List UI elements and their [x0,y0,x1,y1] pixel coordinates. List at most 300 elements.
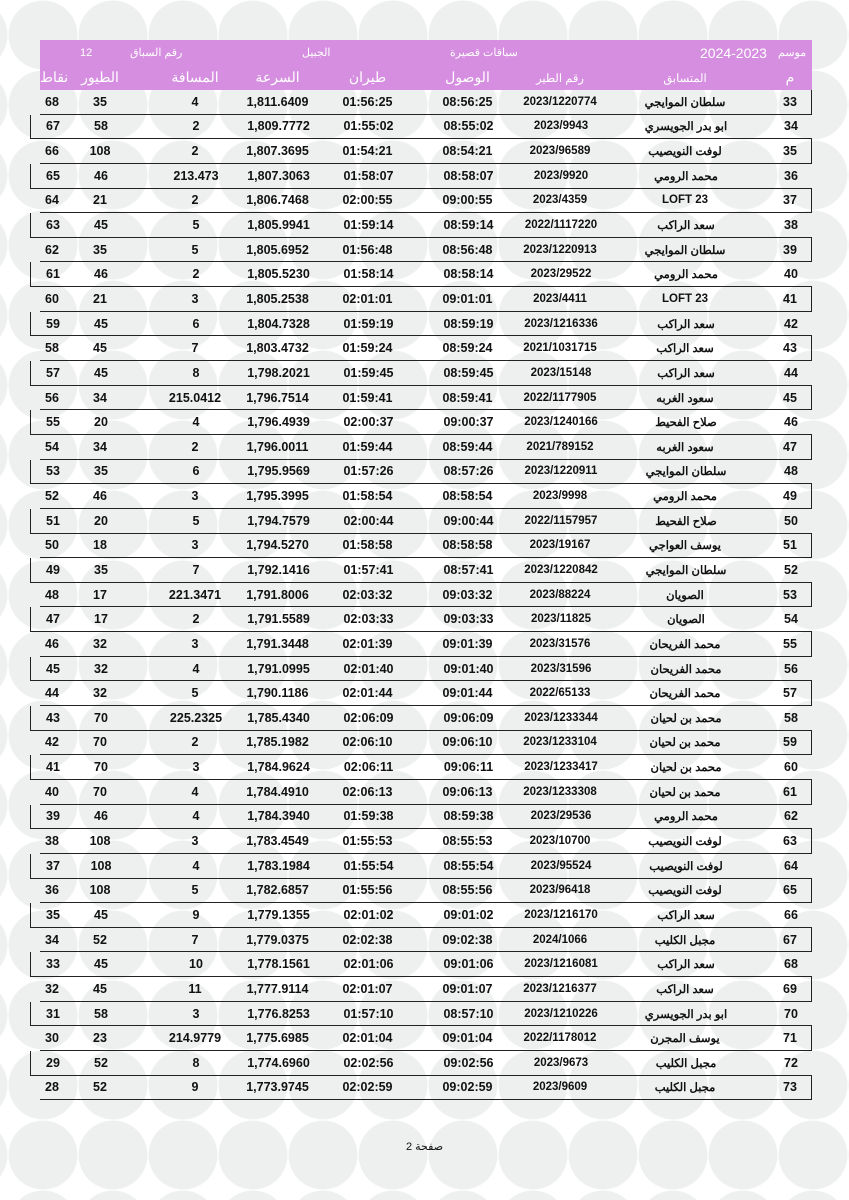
cell-distance: 8 [192,365,200,380]
table-row [40,435,812,460]
cell-competitor: الصويان [667,614,705,627]
cell-speed: 1,794.5270 [246,538,309,553]
cell-rank: 68 [784,957,798,972]
column-header-rank: م [785,69,795,85]
cell-speed: 1,805.9941 [247,218,310,233]
cell-flight-time: 01:59:14 [343,218,394,233]
table-row [30,262,812,287]
cell-competitor: صلاح الفحيط [655,515,717,528]
cell-ring-number: 2023/1220911 [524,465,598,478]
cell-competitor: يوسف المجرن [650,1033,720,1046]
cell-points: 63 [46,218,60,233]
season: 2024-2023 [700,44,767,61]
cell-ring-number: 2023/9609 [532,1081,588,1094]
cell-flight-time: 02:02:38 [342,932,393,947]
cell-flight-time: 01:57:10 [343,1006,394,1021]
cell-competitor: سلطان الموايجي [644,244,726,257]
cell-speed: 1,798.2021 [247,365,310,380]
cell-rank: 49 [783,489,797,504]
cell-flight-time: 02:02:56 [343,1055,394,1070]
cell-speed: 1,795.9569 [247,464,310,479]
table-row [30,657,812,682]
table-row [30,460,812,485]
cell-speed: 1,795.3995 [246,489,309,504]
cell-flight-time: 01:58:58 [342,538,393,553]
cell-speed: 1,807.3695 [246,144,309,159]
cell-competitor: محمد الرومي [654,269,718,282]
cell-competitor: محمد الرومي [654,811,718,824]
cell-competitor: الصويان [666,589,704,602]
cell-rank: 48 [784,464,798,479]
cell-competitor: سعد الراكب [657,959,715,972]
cell-points: 46 [45,636,59,651]
cell-flight-time: 02:06:09 [343,710,394,725]
cell-birds: 45 [94,365,108,380]
cell-speed: 1,782.6857 [246,883,309,898]
table-row [40,139,812,164]
cell-distance: 3 [192,1006,200,1021]
cell-arrival: 09:01:06 [443,957,494,972]
cell-birds: 35 [94,562,108,577]
column-header-distance: المسافة [171,69,219,85]
table-body [40,90,812,1100]
cell-speed: 1,806.7468 [246,193,309,208]
cell-competitor: ابو بدر الجويسري [644,121,728,134]
cell-arrival: 08:59:38 [443,809,494,824]
table-row [30,1051,812,1076]
cell-speed: 1,811.6409 [246,94,309,109]
cell-flight-time: 01:59:19 [343,316,394,331]
cell-rank: 56 [784,661,798,676]
cell-points: 37 [46,858,60,873]
cell-distance: 5 [191,883,199,898]
cell-rank: 44 [784,365,798,380]
cell-competitor: محمد الفريحان [650,663,722,676]
cell-ring-number: 2023/1210226 [524,1007,598,1020]
table-row [40,879,812,904]
cell-rank: 33 [783,94,797,109]
cell-rank: 40 [784,267,798,282]
column-header-birds: الطيور [81,69,119,85]
cell-speed: 1,792.1416 [247,562,310,577]
cell-competitor: لوفت النويصيب [648,836,722,849]
cell-arrival: 09:01:39 [442,636,493,651]
cell-distance: 214.9779 [168,1031,222,1046]
cell-points: 48 [45,587,59,602]
table-row [40,780,812,805]
location: الجبيل [302,47,331,59]
cell-distance: 7 [191,341,199,356]
table-row [40,287,812,312]
cell-ring-number: 2024/1066 [532,933,588,946]
cell-arrival: 09:01:04 [442,1031,493,1046]
cell-arrival: 09:03:33 [443,612,494,627]
cell-rank: 46 [784,415,798,430]
cell-competitor: LOFT 23 [661,194,708,207]
cell-competitor: يوسف العواجي [649,540,721,553]
cell-arrival: 09:01:40 [443,661,494,676]
cell-birds: 21 [93,291,107,306]
cell-speed: 1,775.6985 [246,1031,309,1046]
cell-birds: 52 [93,932,107,947]
table-row [30,164,812,189]
cell-flight-time: 02:06:13 [342,784,393,799]
cell-arrival: 09:02:59 [442,1080,493,1095]
cell-rank: 51 [783,538,797,553]
cell-birds: 46 [94,267,108,282]
cell-arrival: 09:00:44 [443,513,494,528]
cell-competitor: لوفت النويصيب [649,860,723,873]
cell-distance: 2 [192,267,200,282]
cell-arrival: 08:58:07 [443,168,494,183]
race-type: سباقات قصيرة [450,47,518,59]
cell-points: 56 [45,390,59,405]
cell-points: 40 [45,784,59,799]
cell-speed: 1,778.1561 [247,957,310,972]
cell-distance: 4 [192,661,200,676]
cell-points: 51 [46,513,60,528]
cell-ring-number: 2023/9943 [533,120,589,133]
cell-points: 35 [46,907,60,922]
cell-ring-number: 2023/29522 [530,268,592,281]
cell-rank: 55 [783,636,797,651]
cell-birds: 70 [94,760,108,775]
cell-rank: 73 [783,1080,797,1095]
cell-competitor: ابو بدر الجويسري [644,1008,728,1021]
cell-rank: 61 [783,784,797,799]
cell-ring-number: 2023/10700 [529,835,591,848]
table-row [30,312,812,337]
column-header-ring-number: رقم الطير [536,72,584,85]
cell-distance: 4 [192,809,200,824]
table-row [40,731,812,756]
cell-distance: 7 [192,562,200,577]
cell-birds: 20 [94,415,108,430]
cell-speed: 1,791.0995 [247,661,310,676]
cell-speed: 1,785.1982 [246,735,309,750]
cell-distance: 5 [192,513,200,528]
cell-competitor: مجبل الكليب [654,934,716,947]
cell-speed: 1,796.0011 [246,439,309,454]
cell-rank: 34 [784,119,798,134]
table-row [30,706,812,731]
cell-rank: 47 [783,439,797,454]
cell-competitor: سعود الغربه [656,392,714,405]
cell-speed: 1,785.4340 [247,710,310,725]
cell-speed: 1,803.4732 [246,341,309,356]
cell-speed: 1,796.7514 [246,390,309,405]
cell-arrival: 09:03:32 [442,587,493,602]
cell-birds: 32 [93,636,107,651]
table-row [30,805,812,830]
cell-competitor: محمد الفريحان [649,638,721,651]
table-row [40,632,812,657]
cell-flight-time: 02:00:55 [342,193,393,208]
race-number: 12 [80,46,93,59]
table-row [30,509,812,534]
table-row [40,189,812,214]
cell-flight-time: 01:58:54 [342,489,393,504]
table-row [40,534,812,559]
cell-birds: 45 [94,907,108,922]
column-header-points: نقاط [40,69,69,85]
cell-ring-number: 2023/9673 [533,1056,589,1069]
cell-speed: 1,773.9745 [246,1080,309,1095]
cell-birds: 52 [94,1055,108,1070]
table-row [30,854,812,879]
cell-distance: 4 [192,858,200,873]
cell-points: 57 [46,365,60,380]
cell-competitor: مجبل الكليب [654,1082,716,1095]
cell-distance: 2 [191,735,199,750]
cell-competitor: سعد الراكب [657,220,715,233]
cell-ring-number: 2023/1233308 [523,785,597,798]
cell-points: 67 [46,119,60,134]
table-row [40,484,812,509]
cell-points: 50 [45,538,59,553]
cell-birds: 23 [93,1031,107,1046]
cell-arrival: 08:57:41 [443,562,494,577]
column-header-flight-time: طيران [348,69,387,85]
table-row [30,755,812,780]
cell-flight-time: 01:59:41 [342,390,393,405]
cell-competitor: سعد الراكب [657,318,715,331]
cell-speed: 1,796.4939 [247,415,310,430]
cell-points: 47 [46,612,60,627]
cell-flight-time: 02:00:44 [343,513,394,528]
cell-rank: 63 [783,834,797,849]
cell-distance: 5 [192,218,200,233]
cell-arrival: 08:55:53 [442,834,493,849]
cell-points: 36 [45,883,59,898]
cell-rank: 39 [783,242,797,257]
table-row [40,681,812,706]
cell-competitor: صلاح الفحيط [655,417,717,430]
cell-birds: 46 [94,168,108,183]
cell-competitor: سلطان الموايجي [645,466,727,479]
cell-flight-time: 01:55:53 [342,834,393,849]
cell-flight-time: 01:55:02 [343,119,394,134]
table-row [40,336,812,361]
cell-distance: 5 [191,686,199,701]
cell-flight-time: 01:57:41 [343,562,394,577]
cell-speed: 1,794.7579 [247,513,310,528]
cell-points: 29 [46,1055,60,1070]
cell-distance: 8 [192,1055,200,1070]
cell-arrival: 08:59:24 [442,341,493,356]
cell-points: 32 [45,981,59,996]
cell-rank: 72 [784,1055,798,1070]
column-headers [40,65,812,90]
cell-competitor: محمد الرومي [654,170,718,183]
cell-birds: 18 [93,538,107,553]
cell-birds: 70 [93,735,107,750]
cell-points: 64 [45,193,59,208]
cell-distance: 9 [191,1080,199,1095]
cell-points: 42 [45,735,59,750]
cell-rank: 41 [783,291,797,306]
cell-arrival: 08:58:14 [443,267,494,282]
cell-ring-number: 2023/31596 [530,662,592,675]
cell-distance: 9 [192,907,200,922]
cell-arrival: 09:06:13 [442,784,493,799]
cell-arrival: 08:54:21 [442,144,493,159]
cell-rank: 35 [783,144,797,159]
table-row [40,90,812,115]
cell-birds: 45 [94,957,108,972]
cell-speed: 1,777.9114 [246,981,309,996]
cell-birds: 35 [94,464,108,479]
cell-arrival: 09:06:10 [442,735,493,750]
table-row [30,903,812,928]
cell-ring-number: 2023/1233104 [523,736,597,749]
cell-points: 53 [46,464,60,479]
cell-competitor: محمد الرومي [653,491,717,504]
table-row [30,410,812,435]
cell-distance: 7 [191,932,199,947]
cell-arrival: 09:00:55 [442,193,493,208]
cell-arrival: 08:58:58 [442,538,493,553]
table-row [30,558,812,583]
cell-competitor: سعود الغربه [656,441,714,454]
table-row [40,583,812,608]
cell-flight-time: 02:02:59 [342,1080,393,1095]
cell-birds: 45 [94,218,108,233]
cell-ring-number: 2023/4411 [533,292,587,305]
cell-ring-number: 2023/9920 [533,169,589,182]
cell-flight-time: 01:55:56 [342,883,393,898]
cell-ring-number: 2023/1216377 [523,982,597,995]
cell-distance: 6 [192,464,200,479]
cell-points: 33 [46,957,60,972]
cell-rank: 53 [783,587,797,602]
table-row [40,829,812,854]
cell-ring-number: 2021/789152 [526,440,594,453]
cell-flight-time: 01:58:14 [343,267,394,282]
cell-competitor: محمد بن لحيان [649,786,721,799]
cell-arrival: 09:06:11 [443,760,494,775]
cell-rank: 59 [783,735,797,750]
cell-rank: 57 [783,686,797,701]
cell-points: 60 [45,291,59,306]
cell-flight-time: 01:57:26 [343,464,394,479]
cell-ring-number: 2023/1216336 [524,317,598,330]
cell-birds: 34 [93,390,107,405]
cell-points: 45 [46,661,60,676]
cell-birds: 58 [94,1006,108,1021]
cell-distance: 2 [191,193,199,208]
cell-flight-time: 01:54:21 [342,144,393,159]
cell-flight-time: 01:59:44 [342,439,393,454]
table-row [30,607,812,632]
cell-rank: 69 [783,981,797,996]
cell-points: 66 [45,144,59,159]
cell-flight-time: 01:58:07 [343,168,394,183]
cell-points: 61 [46,267,60,282]
cell-birds: 108 [89,834,111,849]
cell-ring-number: 2023/95524 [530,859,592,872]
cell-speed: 1,804.7328 [247,316,310,331]
cell-points: 54 [45,439,59,454]
cell-ring-number: 2023/1216081 [524,958,598,971]
cell-birds: 35 [93,242,107,257]
cell-speed: 1,784.9624 [247,760,310,775]
cell-points: 68 [45,94,59,109]
table-row [40,238,812,263]
cell-birds: 17 [93,587,107,602]
cell-ring-number: 2022/1157957 [524,514,598,527]
cell-competitor: سعد الراكب [656,343,714,356]
table-row [40,1076,812,1101]
table-row [30,1002,812,1027]
cell-competitor: سلطان الموايجي [644,96,726,109]
cell-distance: 4 [191,94,199,109]
cell-arrival: 08:59:45 [443,365,494,380]
results-table [40,40,812,1100]
table-row [40,977,812,1002]
cell-distance: 5 [191,242,199,257]
cell-flight-time: 02:06:11 [343,760,394,775]
cell-arrival: 08:55:02 [443,119,494,134]
cell-flight-time: 02:01:40 [343,661,394,676]
cell-ring-number: 2022/1178012 [523,1032,597,1045]
cell-flight-time: 02:01:01 [342,291,393,306]
cell-speed: 1,791.3448 [246,636,309,651]
cell-speed: 1,779.1355 [247,907,310,922]
cell-arrival: 08:55:56 [442,883,493,898]
table-row [30,952,812,977]
cell-competitor: سعد الراكب [656,983,714,996]
table-row [40,386,812,411]
cell-distance: 2 [192,119,200,134]
cell-points: 28 [45,1080,59,1095]
cell-speed: 1,807.3063 [247,168,310,183]
cell-distance: 11 [188,981,202,996]
cell-rank: 65 [783,883,797,898]
cell-points: 38 [45,834,59,849]
cell-birds: 108 [89,144,111,159]
cell-distance: 3 [191,834,199,849]
cell-points: 39 [46,809,60,824]
cell-birds: 35 [93,94,107,109]
cell-birds: 46 [93,489,107,504]
cell-rank: 67 [783,932,797,947]
cell-distance: 225.2325 [169,710,223,725]
cell-distance: 2 [192,612,200,627]
cell-birds: 108 [90,858,112,873]
cell-ring-number: 2022/65133 [529,687,591,700]
cell-rank: 38 [784,218,798,233]
cell-speed: 1,805.6952 [246,242,309,257]
cell-speed: 1,805.2538 [246,291,309,306]
cell-birds: 17 [94,612,108,627]
cell-arrival: 08:58:54 [442,489,493,504]
cell-flight-time: 02:01:44 [342,686,393,701]
cell-flight-time: 02:01:07 [342,981,393,996]
cell-points: 49 [46,562,60,577]
cell-competitor: لوفت النويصيب [648,885,722,898]
cell-flight-time: 02:01:02 [343,907,394,922]
cell-rank: 58 [784,710,798,725]
cell-speed: 1,784.3940 [247,809,310,824]
cell-rank: 42 [784,316,798,331]
cell-points: 34 [45,932,59,947]
cell-flight-time: 02:01:04 [342,1031,393,1046]
cell-birds: 58 [94,119,108,134]
cell-speed: 1,783.4549 [246,834,309,849]
cell-birds: 21 [93,193,107,208]
cell-speed: 1,784.4910 [246,784,309,799]
